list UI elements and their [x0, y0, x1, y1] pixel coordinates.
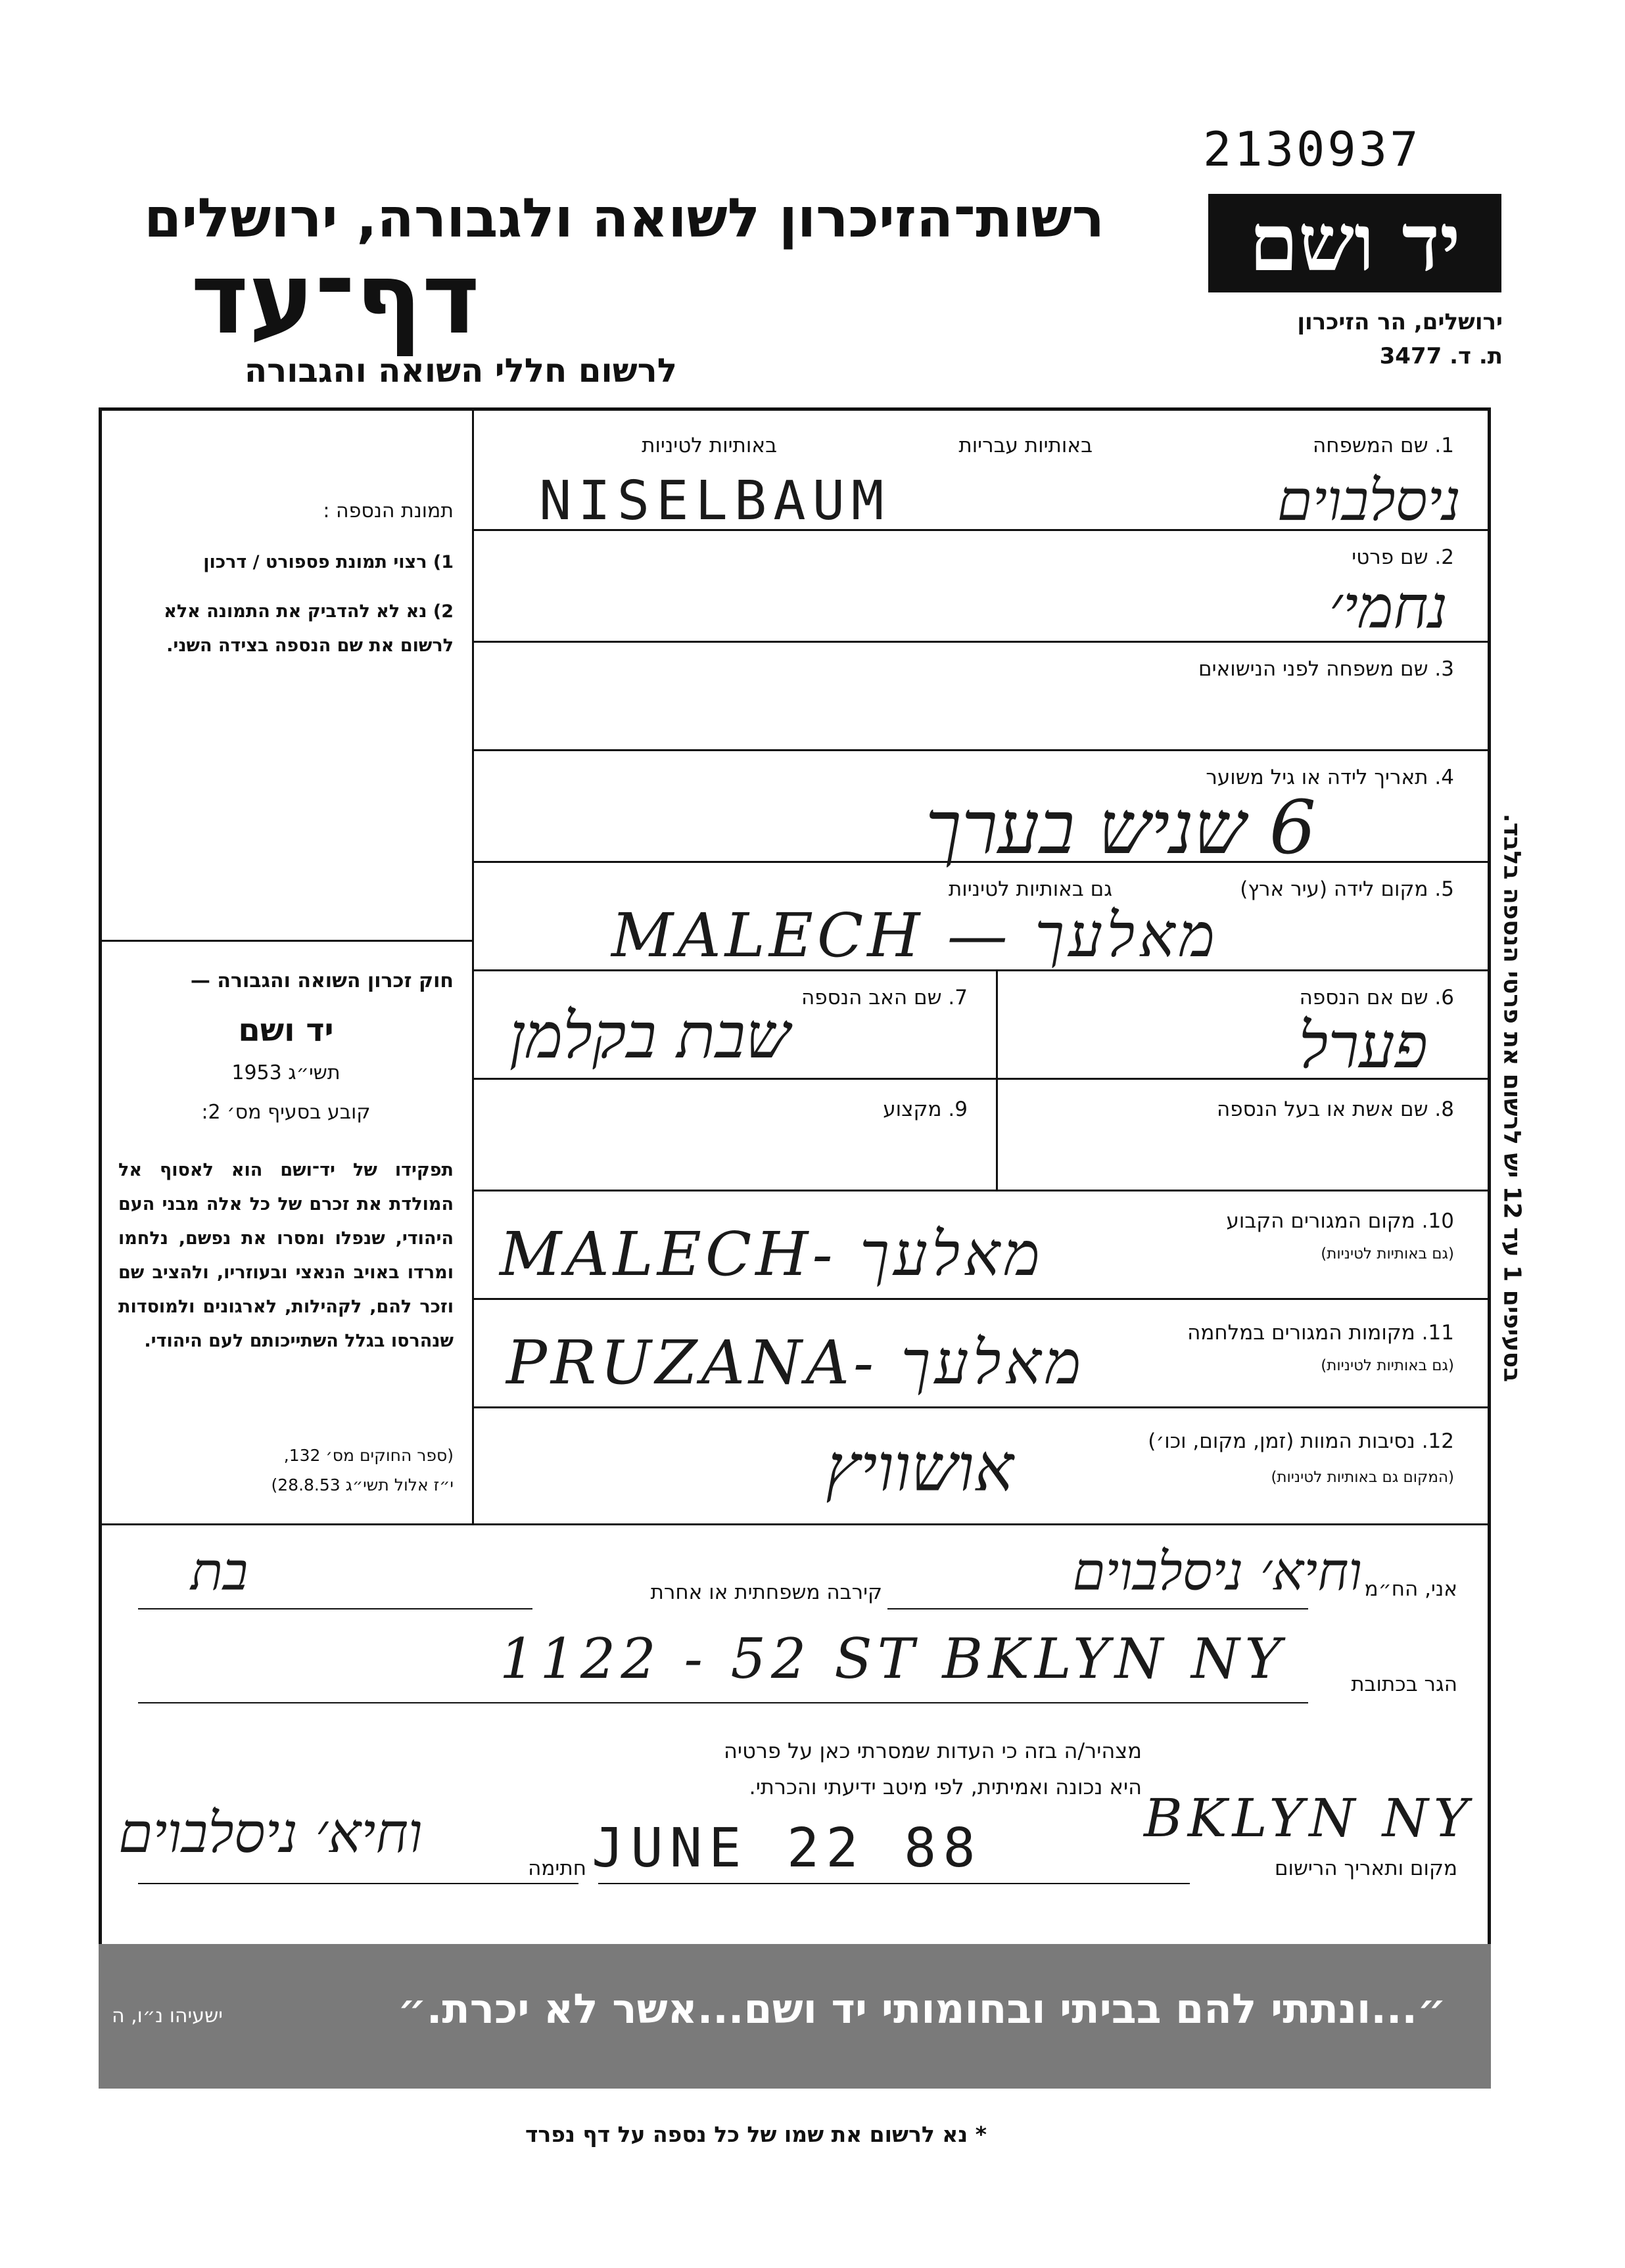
field-10-note: (גם באותיות לטיניות) — [1321, 1245, 1454, 1262]
declarant-name[interactable]: וחיא׳ ניסלבוים — [1072, 1541, 1362, 1602]
law-year: תשי״ג 1953 — [231, 1061, 341, 1084]
field-7-value[interactable]: שבת בקלמן — [509, 999, 790, 1073]
field-3-label: 3. שם משפחה לפני הנישואים — [1198, 657, 1454, 681]
declaration-statement-2: היא נכונה ואמיתית, לפי מיטב ידיעתי והכרתי. — [749, 1774, 1142, 1799]
organization-title: רשות־הזיכרון לשואה ולגבורה, ירושלים — [144, 187, 1104, 250]
field-1-hebrew-header: באותיות עבריות — [958, 434, 1093, 457]
field-9-label: 9. מקצוע — [883, 1098, 968, 1121]
field-1-value-hebrew[interactable]: ניסלבוים — [1277, 468, 1461, 534]
date-value[interactable]: JUNE 22 88 — [592, 1817, 982, 1880]
law-heading: חוק זכרון השואה והגבורה — — [190, 969, 454, 992]
underline — [887, 1608, 1308, 1609]
field-2-label: 2. שם פרטי — [1352, 545, 1454, 569]
address-label: הגר בכתובת — [1351, 1673, 1457, 1696]
field-5-label: 5. מקום לידה (עיר ארץ) — [1240, 877, 1454, 901]
place-date-label: מקום ותאריך הרישום — [1274, 1857, 1457, 1880]
yad-vashem-logo: יד ושם — [1208, 194, 1501, 292]
field-11-note: (גם באותיות לטיניות) — [1321, 1357, 1454, 1374]
logo-pobox: ת. ד. 3477 — [1379, 343, 1503, 369]
law-citation-2: י״ז אלול תשי״ג 28.8.53) — [271, 1475, 454, 1494]
left-panel-divider — [472, 407, 474, 1525]
underline — [138, 1608, 532, 1609]
field-12-label: 12. נסיבות המוות (זמן, מקום, וכו׳) — [1148, 1429, 1454, 1453]
field-8-value[interactable] — [1006, 1130, 1466, 1183]
law-citation-1: (ספר החוקים מס׳ 132, — [283, 1446, 454, 1465]
side-instruction: בסעיפים 1 עד 12 יש לרשום את פרטי הנספה בלבד. — [1498, 813, 1526, 1383]
underline — [138, 1702, 1308, 1703]
field-7-label: 7. שם האב הנספה — [801, 986, 968, 1009]
field-1-label: 1. שם המשפחה — [1313, 434, 1454, 457]
field-1-value-latin[interactable]: NISELBAUM — [539, 470, 891, 532]
photo-box-title: תמונת הנספה : — [323, 499, 454, 522]
field-9-value[interactable] — [500, 1130, 986, 1183]
field-12-note: (המקום גם באותיות לטיניות) — [1271, 1469, 1454, 1486]
logo-address: ירושלים, הר הזיכרון — [1297, 309, 1503, 335]
field-5-latin-header: גם באותיות לטיניות — [948, 877, 1112, 901]
field-2-value[interactable]: נחמי׳ — [1329, 573, 1448, 642]
declarant-label: אני, הח״מ — [1364, 1577, 1457, 1601]
field-4-label: 4. תאריך לידה או גיל משוער — [1206, 766, 1454, 789]
field-1-latin-header: באותיות לטיניות — [642, 434, 777, 457]
relation-value[interactable]: בת — [191, 1541, 248, 1602]
banner-reference: ישעיהו נ״ו, ה — [112, 2004, 223, 2027]
row-line — [99, 1523, 1491, 1525]
declaration-statement-1: מצהיר/ה בזה כי העדות שמסרתי כאן על פרטיה — [724, 1738, 1142, 1763]
field-4-value[interactable]: 6 שניש בערך — [925, 785, 1316, 871]
law-name: יד ושם — [238, 1012, 334, 1049]
photo-box-line1: 1) רצוי תמונת פספורט / דרכון — [203, 552, 454, 572]
column-divider — [996, 969, 998, 1190]
field-10-value[interactable]: MALECH- מאלעך — [500, 1219, 1044, 1289]
signature-label: חתימה — [528, 1857, 586, 1880]
bottom-note: * נא לרשום את שמו של כל נספה על דף נפרד — [525, 2121, 987, 2147]
field-11-label: 11. מקומות המגורים במלחמה — [1187, 1321, 1454, 1345]
field-11-value[interactable]: PRUZANA- מאלעך — [506, 1328, 1085, 1398]
relation-label: קירבה משפחתית או אחרת — [650, 1581, 882, 1604]
form-title: דף־עד — [191, 242, 480, 356]
underline — [138, 1883, 578, 1884]
left-panel-split — [99, 940, 473, 942]
field-8-label: 8. שם אשת או בעל הנספה — [1217, 1098, 1454, 1121]
banner-quote: ״...ונתתי להם בביתי ובחומותי יד ושם...אשר לא יכרת.״ — [397, 1985, 1446, 2033]
place-value[interactable]: BKLYN NY — [1144, 1788, 1474, 1849]
field-10-label: 10. מקום המגורים הקבוע — [1226, 1209, 1454, 1233]
field-6-label: 6. שם אם הנספה — [1299, 986, 1454, 1009]
row-line — [472, 1298, 1491, 1300]
serial-number: 2130937 — [1203, 122, 1421, 177]
row-line — [472, 1406, 1491, 1408]
field-5-value[interactable]: MALECH — מאלעך — [611, 900, 1219, 971]
row-line — [472, 1190, 1491, 1192]
field-3-value[interactable] — [500, 683, 1288, 736]
photo-box-line2: 2) נא לא להדביק את התמונה אלא לרשום את שם הנספה בצידה השני. — [164, 601, 454, 656]
underline — [598, 1883, 1190, 1884]
signature-value[interactable]: וחיא׳ ניסלבוים — [118, 1801, 423, 1865]
field-6-value[interactable]: פערל — [1298, 1009, 1428, 1082]
form-subtitle: לרשום חללי השואה והגבורה — [244, 352, 677, 390]
field-12-value[interactable]: אושוויץ — [826, 1429, 1014, 1506]
law-body: תפקידו של יד־ושם הוא לאסוף אל המולדת את זכרם של כל אלה מבני העם היהודי, שנפלו ומסרו את נפשם, נלחמו ומרדו באויב הנאצי ובעוזריו, ולהציב שם וזכר להם, לקהילות, לארגונים ולמוסדות שנהרסו בגלל השתייכותם לעם היהודי. — [118, 1160, 454, 1351]
law-clause: קובע בסעיף מס׳ 2: — [201, 1101, 371, 1124]
address-value[interactable]: 1122 - 52 ST BKLYN NY — [500, 1627, 1286, 1691]
row-line — [472, 749, 1491, 751]
